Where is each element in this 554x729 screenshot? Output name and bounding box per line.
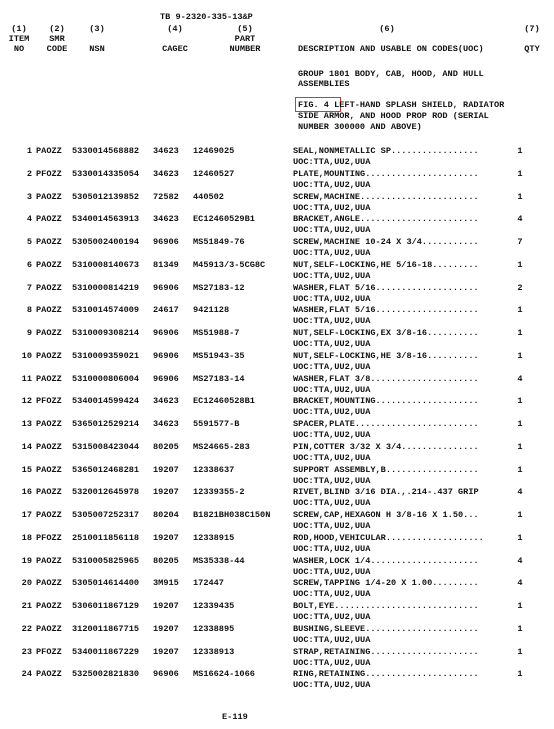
cagec: 19207 <box>153 487 179 498</box>
usable-on-codes: UOC:TTA,UU2,UUA <box>293 293 371 304</box>
quantity: 1 <box>517 328 523 338</box>
quantity: 1 <box>517 350 523 361</box>
cagec: 80205 <box>153 441 179 452</box>
nsn: 5320012645978 <box>72 487 140 498</box>
usable-on-codes: UOC:TTA,UU2,UUA <box>293 179 371 190</box>
item-number: 7 <box>26 282 32 293</box>
usable-on-codes: UOC:TTA,UU2,UUA <box>293 634 371 645</box>
col6-number: (6) <box>379 24 395 34</box>
item-number: 3 <box>26 191 32 202</box>
figure-title-rest: LEFT-HAND SPLASH SHIELD, RADIATOR <box>328 100 505 110</box>
item-number: 5 <box>26 237 32 247</box>
group-title-line-1: GROUP 1801 BODY, CAB, HOOD, AND HULL <box>298 69 484 79</box>
part-number: 12339435 <box>193 601 235 611</box>
usable-on-codes: UOC:TTA,UU2,UUA <box>293 225 371 236</box>
description: RIVET,BLIND 3/16 DIA.,.214-.437 GRIP <box>293 487 479 498</box>
col5-label-2: NUMBER <box>229 44 261 54</box>
quantity: 4 <box>517 373 523 384</box>
usable-on-codes: UOC:TTA,UU2,UUA <box>293 407 371 418</box>
usable-on-codes: UOC:TTA,UU2,UUA <box>293 589 371 600</box>
quantity: 1 <box>517 646 523 657</box>
item-number: 15 <box>21 464 32 475</box>
cagec: 96906 <box>153 282 179 293</box>
usable-on-codes: UOC:TTA,UU2,UUA <box>293 657 371 668</box>
nsn: 5306011867129 <box>72 601 140 611</box>
smr-code: PAOZZ <box>36 259 62 270</box>
col4-number: (4) <box>167 24 183 34</box>
quantity: 1 <box>517 464 523 475</box>
table-row <box>0 510 554 532</box>
cagec: 96906 <box>153 669 179 680</box>
group-title-line-2: ASSEMBLIES <box>298 79 350 89</box>
cagec: 34623 <box>153 419 179 429</box>
part-number: 5591577-B <box>193 419 240 429</box>
usable-on-codes: UOC:TTA,UU2,UUA <box>293 339 371 349</box>
cagec: 19207 <box>153 623 179 634</box>
table-row <box>0 487 554 509</box>
part-number: MS51849-76 <box>193 237 245 247</box>
item-number: 23 <box>21 646 32 657</box>
item-number: 14 <box>21 441 32 452</box>
part-number: MS16624-1066 <box>193 669 255 680</box>
part-number: 440502 <box>193 191 224 202</box>
nsn: 5340011867229 <box>72 646 140 657</box>
part-number: MS35338-44 <box>193 555 245 566</box>
description: SEAL,NONMETALLIC SP................. <box>293 146 479 156</box>
quantity: 4 <box>517 214 523 225</box>
col1-label-1: ITEM <box>8 34 30 44</box>
part-number: B1821BH038C150N <box>193 510 271 520</box>
cagec: 34623 <box>153 146 179 156</box>
table-row <box>0 192 554 214</box>
usable-on-codes: UOC:TTA,UU2,UUA <box>293 270 371 281</box>
table-row <box>0 169 554 191</box>
nsn: 5340014599424 <box>72 396 140 407</box>
smr-code: PFOZZ <box>36 396 62 407</box>
table-row <box>0 669 554 691</box>
part-number: MS51988-7 <box>193 328 240 338</box>
part-number: 12338637 <box>193 464 235 475</box>
nsn: 2510011856118 <box>72 532 140 543</box>
quantity: 1 <box>517 168 523 179</box>
nsn: 5315008423044 <box>72 441 140 452</box>
table-row <box>0 578 554 600</box>
cagec: 34623 <box>153 168 179 179</box>
item-number: 10 <box>21 350 32 361</box>
nsn: 5310005825965 <box>72 555 140 566</box>
nsn: 5325002821830 <box>72 669 140 680</box>
part-number: 12339355-2 <box>193 487 245 498</box>
smr-code: PAOZZ <box>36 441 62 452</box>
smr-code: PAOZZ <box>36 555 62 566</box>
quantity: 4 <box>517 487 523 498</box>
quantity: 1 <box>517 532 523 543</box>
nsn: 5310009359021 <box>72 350 140 361</box>
item-number: 17 <box>21 510 32 520</box>
table-row <box>0 260 554 282</box>
item-number: 11 <box>21 373 32 384</box>
usable-on-codes: UOC:TTA,UU2,UUA <box>293 361 371 372</box>
description: BOLT,EYE............................ <box>293 601 479 611</box>
smr-code: PAOZZ <box>36 510 62 520</box>
usable-on-codes: UOC:TTA,UU2,UUA <box>293 566 371 577</box>
col3-number: (3) <box>89 24 105 34</box>
nsn: 5305002400194 <box>72 237 140 247</box>
part-number: 12338913 <box>193 646 235 657</box>
description: SCREW,TAPPING 1/4-20 X 1.00......... <box>293 578 479 589</box>
item-number: 19 <box>21 555 32 566</box>
col1-label-2: NO <box>13 44 25 54</box>
quantity: 1 <box>517 441 523 452</box>
table-row <box>0 624 554 646</box>
nsn: 5310000814219 <box>72 282 140 293</box>
description: BRACKET,ANGLE....................... <box>293 214 479 225</box>
quantity: 1 <box>517 623 523 634</box>
part-number: EC12460528B1 <box>193 396 255 407</box>
smr-code: PAOZZ <box>36 419 62 429</box>
usable-on-codes: UOC:TTA,UU2,UUA <box>293 316 371 327</box>
figure-label: FIG. 4 <box>298 100 329 110</box>
cagec: 19207 <box>153 601 179 611</box>
usable-on-codes: UOC:TTA,UU2,UUA <box>293 202 371 213</box>
smr-code: PAOZZ <box>36 305 62 316</box>
col5-label-1: PART <box>234 34 256 44</box>
col2-number: (2) <box>49 24 65 34</box>
item-number: 18 <box>21 532 32 543</box>
nsn: 5310000806004 <box>72 373 140 384</box>
description: BRACKET,MOUNTING.................... <box>293 396 479 407</box>
cagec: 96906 <box>153 373 179 384</box>
part-number: 12338895 <box>193 623 235 634</box>
table-row <box>0 305 554 327</box>
table-row <box>0 146 554 168</box>
item-number: 21 <box>21 601 32 611</box>
cagec: 19207 <box>153 646 179 657</box>
item-number: 24 <box>21 669 32 680</box>
usable-on-codes: UOC:TTA,UU2,UUA <box>293 248 371 258</box>
item-number: 8 <box>26 305 32 316</box>
part-number: 9421128 <box>193 305 230 316</box>
quantity: 1 <box>517 146 523 156</box>
nsn: 5305007252317 <box>72 510 140 520</box>
item-number: 16 <box>21 487 32 498</box>
table-row <box>0 328 554 350</box>
smr-code: PAOZZ <box>36 328 62 338</box>
table-row <box>0 533 554 555</box>
description: PLATE,MOUNTING...................... <box>293 168 479 179</box>
table-row <box>0 465 554 487</box>
smr-code: PAOZZ <box>36 578 62 589</box>
part-number: M45913/3-5CG8C <box>193 259 266 270</box>
quantity: 2 <box>517 282 523 293</box>
usable-on-codes: UOC:TTA,UU2,UUA <box>293 521 371 531</box>
smr-code: PAOZZ <box>36 214 62 225</box>
description: WASHER,LOCK 1/4..................... <box>293 555 479 566</box>
quantity: 1 <box>517 259 523 270</box>
usable-on-codes: UOC:TTA,UU2,UUA <box>293 157 371 167</box>
cagec: 19207 <box>153 464 179 475</box>
item-number: 4 <box>26 214 32 225</box>
usable-on-codes: UOC:TTA,UU2,UUA <box>293 680 371 691</box>
quantity: 1 <box>517 191 523 202</box>
part-number: EC12460529B1 <box>193 214 255 225</box>
col3-label: NSN <box>89 44 105 54</box>
smr-code: PAOZZ <box>36 601 62 611</box>
nsn: 5330014568882 <box>72 146 140 156</box>
item-number: 13 <box>21 419 32 429</box>
smr-code: PAOZZ <box>36 487 62 498</box>
description: NUT,SELF-LOCKING,HE 5/16-18......... <box>293 259 479 270</box>
nsn: 5365012529214 <box>72 419 140 429</box>
col4-label: CAGEC <box>162 44 188 54</box>
smr-code: PFOZZ <box>36 646 62 657</box>
nsn: 5305014614400 <box>72 578 140 589</box>
smr-code: PAOZZ <box>36 623 62 634</box>
nsn: 3120011867715 <box>72 623 140 634</box>
nsn: 5310009308214 <box>72 328 140 338</box>
description: SUPPORT ASSEMBLY,B.................. <box>293 464 479 475</box>
description: SCREW,MACHINE....................... <box>293 191 479 202</box>
description: SCREW,CAP,HEXAGON H 3/8-16 X 1.50... <box>293 510 479 520</box>
description: WASHER,FLAT 5/16.................... <box>293 305 479 316</box>
cagec: 80205 <box>153 555 179 566</box>
cagec: 80204 <box>153 510 179 520</box>
cagec: 3M915 <box>153 578 179 589</box>
table-row <box>0 283 554 305</box>
description: PIN,COTTER 3/32 X 3/4............... <box>293 441 479 452</box>
item-number: 9 <box>26 328 32 338</box>
item-number: 1 <box>26 146 32 156</box>
smr-code: PAOZZ <box>36 146 62 156</box>
smr-code: PAOZZ <box>36 237 62 247</box>
usable-on-codes: UOC:TTA,UU2,UUA <box>293 543 371 554</box>
part-number: 172447 <box>193 578 224 589</box>
quantity: 1 <box>517 419 523 429</box>
col6-label: DESCRIPTION AND USABLE ON CODES(UOC) <box>298 44 484 54</box>
cagec: 72582 <box>153 191 179 202</box>
item-number: 12 <box>21 396 32 407</box>
description: NUT,SELF-LOCKING,EX 3/8-16.......... <box>293 328 479 338</box>
description: SPACER,PLATE........................ <box>293 419 479 429</box>
usable-on-codes: UOC:TTA,UU2,UUA <box>293 475 371 486</box>
cagec: 19207 <box>153 532 179 543</box>
table-row <box>0 442 554 464</box>
item-number: 2 <box>26 168 32 179</box>
description: STRAP,RETAINING..................... <box>293 646 479 657</box>
quantity: 7 <box>517 237 523 247</box>
description: ROD,HOOD,VEHICULAR................... <box>293 532 484 543</box>
cagec: 34623 <box>153 396 179 407</box>
smr-code: PAOZZ <box>36 373 62 384</box>
usable-on-codes: UOC:TTA,UU2,UUA <box>293 384 371 395</box>
part-number: 12469025 <box>193 146 235 156</box>
cagec: 81349 <box>153 259 179 270</box>
table-row <box>0 647 554 669</box>
nsn: 5330014335054 <box>72 168 140 179</box>
usable-on-codes: UOC:TTA,UU2,UUA <box>293 430 371 440</box>
table-row <box>0 351 554 373</box>
description: WASHER,FLAT 3/8..................... <box>293 373 479 384</box>
description: RING,RETAINING...................... <box>293 669 479 680</box>
part-number: MS27183-14 <box>193 373 245 384</box>
figure-title-line-2: SIDE ARMOR, AND HOOD PROP ROD (SERIAL <box>298 111 489 121</box>
cagec: 96906 <box>153 350 179 361</box>
table-row <box>0 601 554 623</box>
col7-number: (7) <box>524 24 540 34</box>
quantity: 1 <box>517 669 523 680</box>
usable-on-codes: UOC:TTA,UU2,UUA <box>293 452 371 463</box>
page-number: E-119 <box>222 712 248 722</box>
nsn: 5310008140673 <box>72 259 140 270</box>
table-row <box>0 556 554 578</box>
part-number: MS27183-12 <box>193 282 245 293</box>
figure-title-line-1 <box>298 100 504 110</box>
smr-code: PFOZZ <box>36 532 62 543</box>
quantity: 1 <box>517 510 523 520</box>
nsn: 5305012139852 <box>72 191 140 202</box>
cagec: 96906 <box>153 328 179 338</box>
item-number: 6 <box>26 259 32 270</box>
smr-code: PAOZZ <box>36 669 62 680</box>
part-number: 12338915 <box>193 532 235 543</box>
smr-code: PAOZZ <box>36 350 62 361</box>
smr-code: PAOZZ <box>36 464 62 475</box>
nsn: 5340014563913 <box>72 214 140 225</box>
description: WASHER,FLAT 5/16.................... <box>293 282 479 293</box>
item-number: 20 <box>21 578 32 589</box>
description: SCREW,MACHINE 10-24 X 3/4........... <box>293 237 479 247</box>
table-row <box>0 214 554 236</box>
quantity: 1 <box>517 601 523 611</box>
table-row <box>0 396 554 418</box>
cagec: 34623 <box>153 214 179 225</box>
table-row <box>0 419 554 441</box>
item-number: 22 <box>21 623 32 634</box>
quantity: 1 <box>517 305 523 316</box>
nsn: 5365012468281 <box>72 464 140 475</box>
table-row <box>0 374 554 396</box>
col5-number: (5) <box>237 24 253 34</box>
description: NUT,SELF-LOCKING,HE 3/8-16.......... <box>293 350 479 361</box>
col2-label-2: CODE <box>46 44 68 54</box>
part-number: MS51943-35 <box>193 350 245 361</box>
usable-on-codes: UOC:TTA,UU2,UUA <box>293 498 371 509</box>
usable-on-codes: UOC:TTA,UU2,UUA <box>293 612 371 622</box>
part-number: 12460527 <box>193 168 235 179</box>
cagec: 96906 <box>153 237 179 247</box>
col7-label: QTY <box>524 44 540 54</box>
col1-number: (1) <box>11 24 27 34</box>
col2-label-1: SMR <box>49 34 65 44</box>
smr-code: PAOZZ <box>36 282 62 293</box>
smr-code: PFOZZ <box>36 168 62 179</box>
nsn: 5310014574009 <box>72 305 140 316</box>
cagec: 24617 <box>153 305 179 316</box>
part-number: MS24665-283 <box>193 441 250 452</box>
document-id: TB 9-2320-335-13&P <box>160 12 253 22</box>
description: BUSHING,SLEEVE...................... <box>293 623 479 634</box>
figure-title-line-3: NUMBER 300000 AND ABOVE) <box>298 122 422 132</box>
smr-code: PAOZZ <box>36 191 62 202</box>
quantity: 4 <box>517 555 523 566</box>
quantity: 4 <box>517 578 523 589</box>
quantity: 1 <box>517 396 523 407</box>
table-row <box>0 237 554 259</box>
